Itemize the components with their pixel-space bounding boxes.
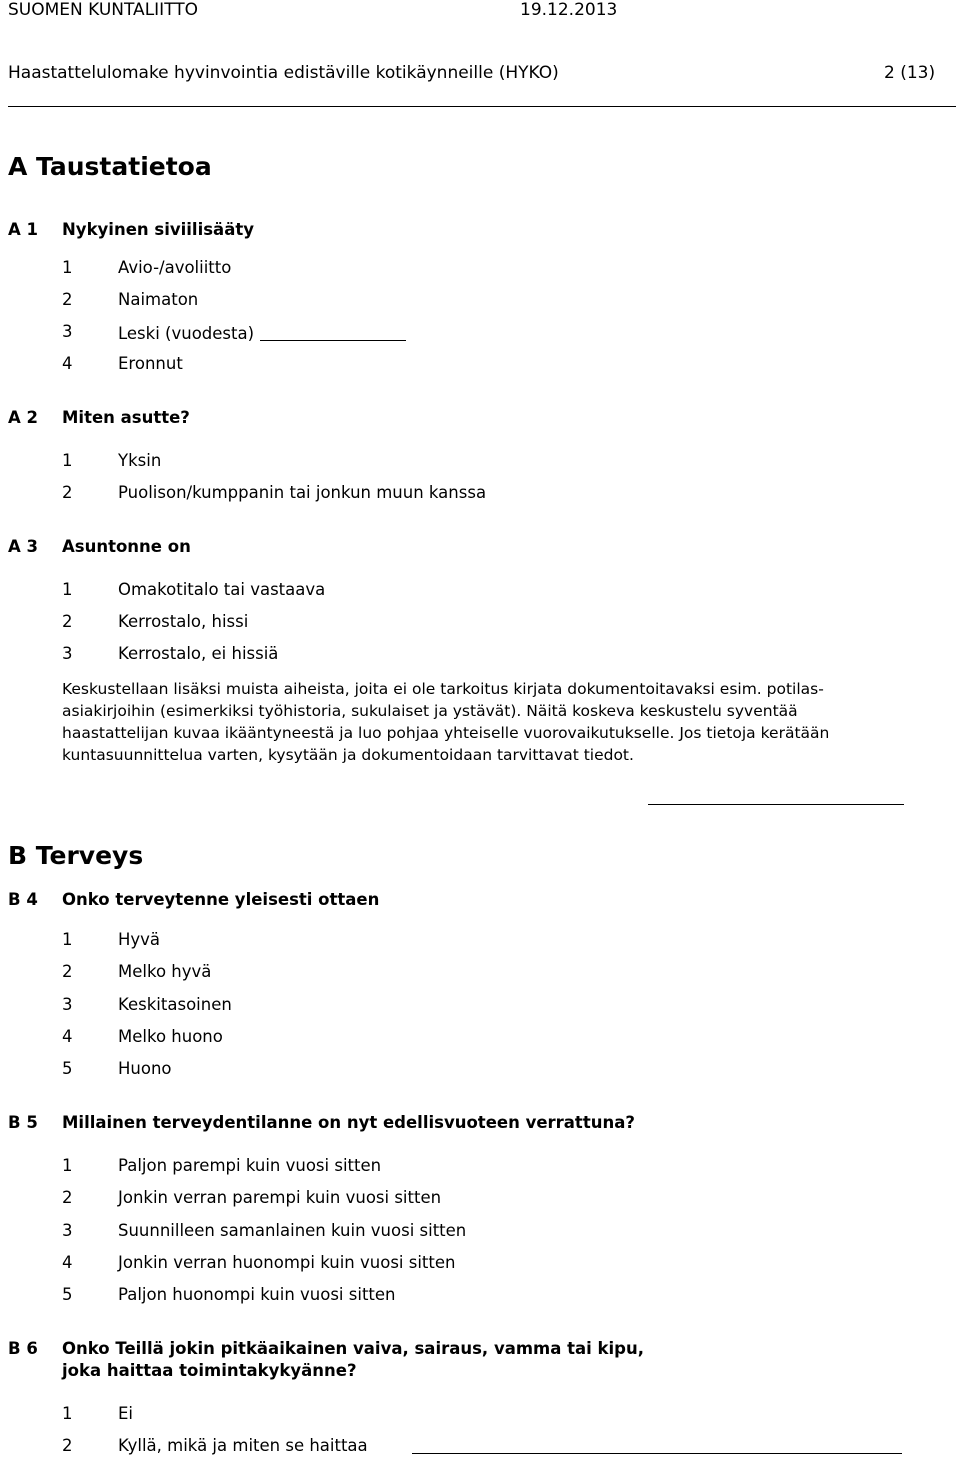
option-number: 4	[62, 354, 73, 373]
option-number: 1	[62, 580, 73, 599]
option-label: Eronnut	[118, 354, 183, 373]
header-date: 19.12.2013	[520, 0, 618, 20]
option-number: 4	[62, 1027, 73, 1046]
option-number: 5	[62, 1059, 73, 1078]
fill-in-line[interactable]	[260, 324, 406, 341]
option-number: 3	[62, 995, 73, 1014]
option-number: 2	[62, 290, 73, 309]
option-label: Jonkin verran parempi kuin vuosi sitten	[118, 1188, 442, 1207]
option-number: 1	[62, 930, 73, 949]
option-number: 3	[62, 1221, 73, 1240]
option-number: 1	[62, 1156, 73, 1175]
question-code: A 2	[8, 408, 38, 427]
option-number: 1	[62, 451, 73, 470]
question-text: Asuntonne on	[62, 537, 191, 556]
option-label: Naimaton	[118, 290, 199, 309]
section-b-title: B Terveys	[8, 841, 144, 870]
document-title: Haastattelulomake hyvinvointia edistäville kotikäynneille (HYKO)	[8, 63, 559, 83]
question-text: Onko terveytenne yleisesti ottaen	[62, 890, 380, 909]
question-text: Millainen terveydentilanne on nyt edellisvuoteen verrattuna?	[62, 1113, 635, 1132]
header-org: SUOMEN KUNTALIITTO	[8, 0, 199, 20]
interviewer-note	[62, 678, 954, 766]
option-label: Paljon parempi kuin vuosi sitten	[118, 1156, 382, 1175]
note-line: Keskustellaan lisäksi muista aiheista, joita ei ole tarkoitus kirjata dokumentoitavaksi esim. potilas-	[62, 680, 824, 698]
option-number: 3	[62, 644, 73, 663]
option-label-text: Leski (vuodesta)	[118, 324, 255, 343]
option-label: Melko huono	[118, 1027, 223, 1046]
option-label: Melko hyvä	[118, 962, 212, 981]
option-label: Huono	[118, 1059, 172, 1078]
page-number: 2 (13)	[884, 63, 936, 83]
option-number: 1	[62, 258, 73, 277]
option-label: Yksin	[118, 451, 162, 470]
option-label: Kerrostalo, ei hissiä	[118, 644, 279, 663]
header-divider	[8, 106, 956, 107]
question-code: B 5	[8, 1113, 38, 1132]
option-number: 2	[62, 1188, 73, 1207]
option-label: Puolison/kumppanin tai jonkun muun kanssa	[118, 483, 487, 502]
option-label: Keskitasoinen	[118, 995, 232, 1014]
note-line: asiakirjoihin (esimerkiksi työhistoria, sukulaiset ja ystävät). Näitä koskeva keskustelu syventää	[62, 702, 798, 720]
option-label: Paljon huonompi kuin vuosi sitten	[118, 1285, 396, 1304]
option-label: Suunnilleen samanlainen kuin vuosi sitten	[118, 1221, 467, 1240]
option-label: Omakotitalo tai vastaava	[118, 580, 326, 599]
option-number: 4	[62, 1253, 73, 1272]
note-line: kuntasuunnittelua varten, kysytään ja dokumentoidaan tarvittavat tiedot.	[62, 746, 634, 764]
option-number: 2	[62, 962, 73, 981]
question-code: A 3	[8, 537, 38, 556]
note-line: haastattelijan kuvaa ikääntyneestä ja luo pohjaa yhteiselle vuorovaikutukselle. Jos tietoja kerätään	[62, 724, 830, 742]
question-text: Onko Teillä jokin pitkäaikainen vaiva, sairaus, vamma tai kipu,	[62, 1339, 644, 1358]
option-label: Avio-/avoliitto	[118, 258, 232, 277]
option-label: Hyvä	[118, 930, 161, 949]
question-text-continued: joka haittaa toimintakykyänne?	[62, 1361, 357, 1380]
option-number: 3	[62, 322, 73, 341]
question-code: B 4	[8, 890, 38, 909]
section-a-title: A Taustatietoa	[8, 152, 212, 181]
option-number: 2	[62, 612, 73, 631]
question-text: Nykyinen siviilisääty	[62, 220, 254, 239]
option-number: 2	[62, 1436, 73, 1455]
question-code: B 6	[8, 1339, 38, 1358]
option-label: Kyllä, mikä ja miten se haittaa	[118, 1436, 368, 1455]
question-code: A 1	[8, 220, 38, 239]
fill-in-line[interactable]	[412, 1453, 902, 1454]
option-label: Ei	[118, 1404, 134, 1423]
option-number: 5	[62, 1285, 73, 1304]
section-divider	[648, 804, 904, 805]
option-label	[118, 322, 406, 343]
option-number: 2	[62, 483, 73, 502]
option-label: Kerrostalo, hissi	[118, 612, 249, 631]
option-number: 1	[62, 1404, 73, 1423]
question-text: Miten asutte?	[62, 408, 190, 427]
option-label: Jonkin verran huonompi kuin vuosi sitten	[118, 1253, 456, 1272]
